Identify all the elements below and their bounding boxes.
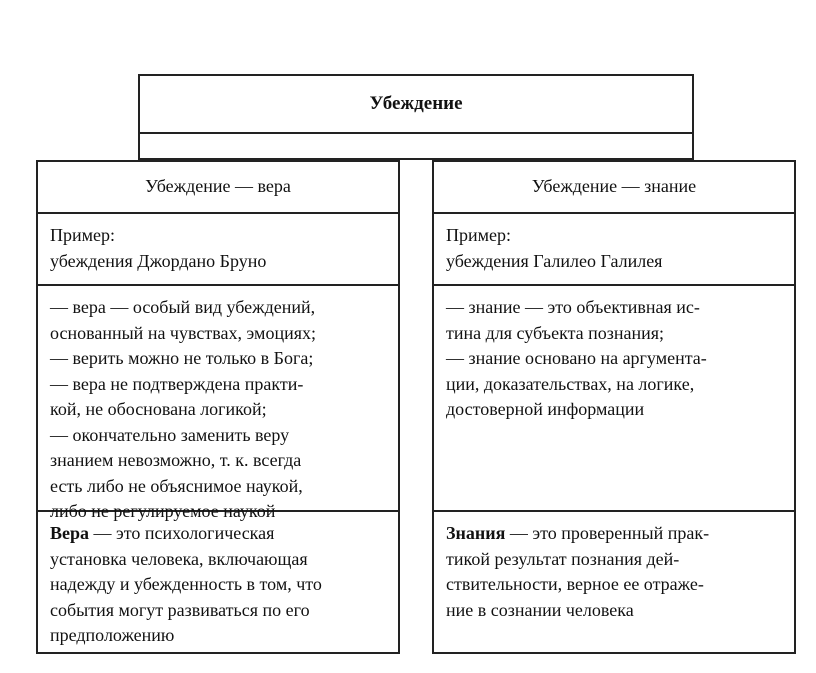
belief-knowledge-column	[432, 160, 796, 654]
knowledge-definition-line: тикой результат познания дей-	[446, 548, 680, 569]
belief-title: Убеждение	[140, 76, 692, 134]
faith-definition	[38, 512, 398, 649]
faith-list	[38, 286, 398, 521]
knowledge-list-line: — знание основано на аргумента-	[446, 348, 707, 368]
knowledge-list	[434, 286, 794, 512]
faith-list-line: есть либо не объяснимое наукой,	[50, 475, 303, 496]
knowledge-definition-first: — это проверенный прак-	[505, 523, 710, 543]
faith-term: Вера	[50, 523, 90, 543]
knowledge-definition-line: ние в сознании человека	[446, 599, 634, 620]
faith-list-line: — верить можно не только в Бога;	[50, 348, 314, 368]
belief-faith-column	[36, 160, 400, 654]
faith-list-line: — вера — особый вид убеждений,	[50, 297, 316, 317]
faith-list-line: — вера не подтверждена практи-	[50, 373, 304, 394]
knowledge-definition	[434, 512, 794, 623]
faith-definition-line: установка человека, включающая	[50, 548, 308, 569]
knowledge-definition-first-line	[446, 521, 782, 547]
knowledge-term: Знания	[446, 523, 506, 543]
faith-definition-line: события могут развиваться по его	[50, 599, 310, 620]
faith-list-line: — окончательно заменить веру	[50, 424, 290, 445]
faith-header: Убеждение — вера	[38, 162, 398, 214]
knowledge-example	[434, 214, 794, 286]
faith-list-line: либо не регулируемое наукой	[50, 501, 276, 521]
belief-box	[138, 74, 694, 160]
faith-list-line: основанный на чувствах, эмоциях;	[50, 322, 316, 343]
knowledge-example-label: Пример:	[446, 225, 512, 245]
knowledge-list-line: ции, доказательствах, на логике,	[446, 373, 695, 394]
faith-list-line: знанием невозможно, т. к. всегда	[50, 450, 302, 470]
knowledge-example-text: убеждения Галилео Галилея	[446, 250, 663, 271]
faith-example-label: Пример:	[50, 225, 116, 245]
faith-definition-first: — это психологическая	[89, 523, 275, 543]
knowledge-list-line: — знание — это объективная ис-	[446, 297, 700, 317]
faith-definition-line: предположению	[50, 625, 175, 645]
faith-example-text: убеждения Джордано Бруно	[50, 250, 267, 271]
faith-definition-line: надежду и убежденность в том, что	[50, 574, 322, 594]
faith-example	[38, 214, 398, 286]
faith-definition-first-line	[50, 521, 386, 547]
knowledge-list-line: достоверной информации	[446, 399, 645, 419]
faith-list-line: кой, не обоснована логикой;	[50, 399, 267, 419]
knowledge-header: Убеждение — знание	[434, 162, 794, 214]
knowledge-list-line: тина для субъекта познания;	[446, 322, 665, 343]
knowledge-definition-line: ствительности, верное ее отраже-	[446, 574, 704, 594]
